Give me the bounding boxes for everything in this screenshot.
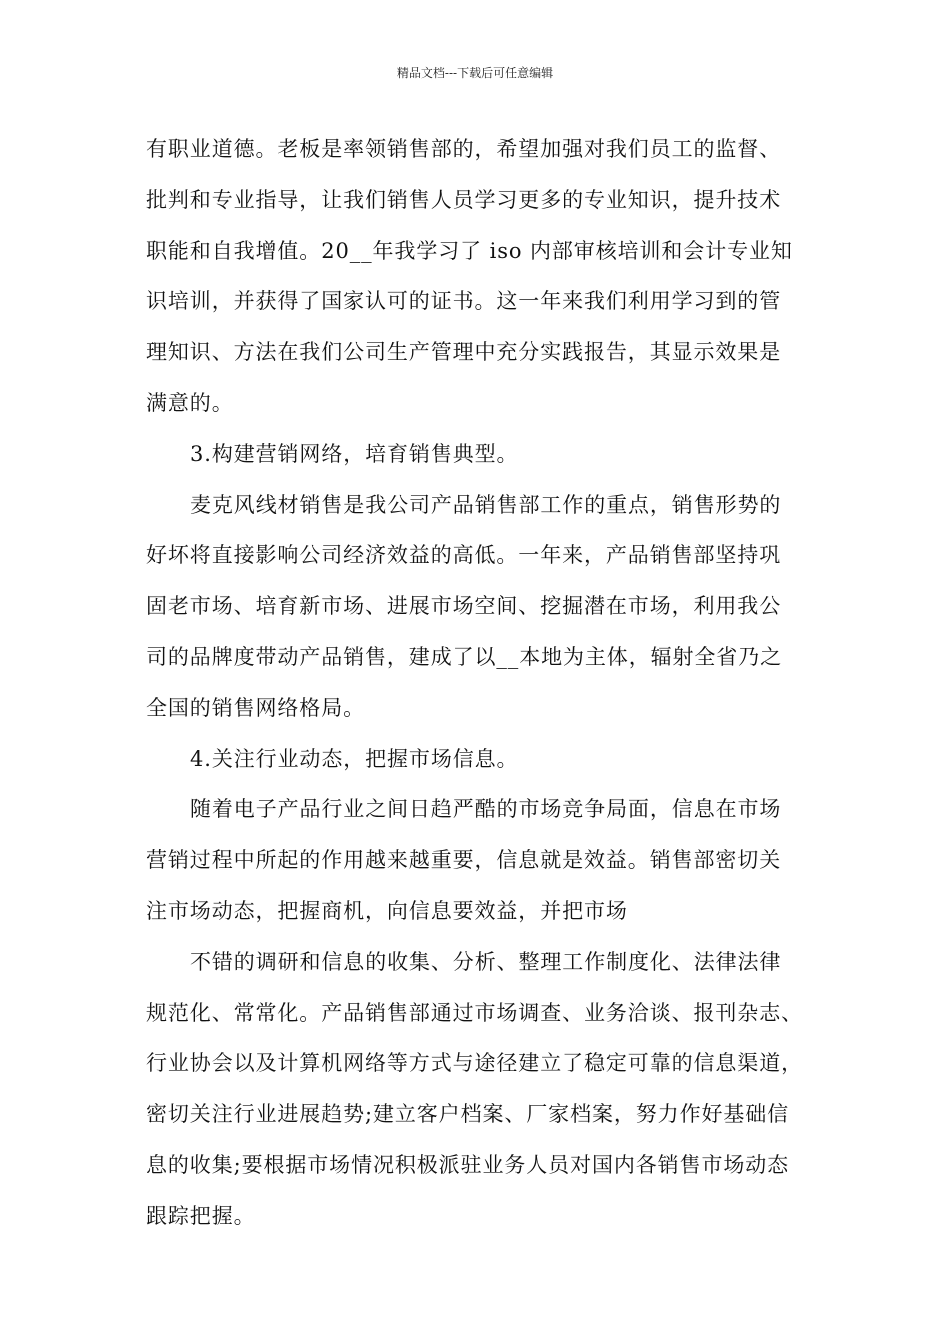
document-line: 识培训，并获得了国家认可的证书。这一年来我们利用学习到的管 — [146, 289, 782, 314]
document-line: 注市场动态，把握商机，向信息要效益，并把市场 — [146, 898, 628, 923]
document-line: 3.构建营销网络，培育销售典型。 — [190, 441, 519, 466]
document-line: 随着电子产品行业之间日趋严酷的市场竞争局面，信息在市场 — [190, 797, 782, 822]
document-line: 职能和自我增值。20__年我学习了 iso 内部审核培训和会计专业知 — [146, 238, 793, 263]
document-line: 固老市场、培育新市场、进展市场空间、挖掘潜在市场，利用我公 — [146, 594, 782, 619]
document-line: 全国的销售网络格局。 — [146, 695, 365, 720]
document-line: 规范化、常常化。产品销售部通过市场调查、业务洽谈、报刊杂志、 — [146, 1000, 803, 1025]
document-line: 息的收集;要根据市场情况积极派驻业务人员对国内各销售市场动态 — [146, 1152, 790, 1177]
document-line: 有职业道德。老板是率领销售部的，希望加强对我们员工的监督、 — [146, 137, 782, 161]
document-line: 麦克风线材销售是我公司产品销售部工作的重点，销售形势的 — [190, 492, 782, 517]
document-line: 好坏将直接影响公司经济效益的高低。一年来，产品销售部坚持巩 — [146, 543, 782, 568]
document-body — [146, 124, 810, 1242]
document-line: 理知识、方法在我们公司生产管理中充分实践报告，其显示效果是 — [146, 340, 782, 365]
document-line: 跟踪把握。 — [146, 1203, 256, 1228]
document-line: 密切关注行业进展趋势;建立客户档案、厂家档案，努力作好基础信 — [146, 1102, 790, 1127]
page-header: 精品文档---下载后可任意编辑 — [396, 66, 554, 80]
document-line: 批判和专业指导，让我们销售人员学习更多的专业知识，提升技术 — [146, 187, 782, 212]
document-line: 满意的。 — [146, 390, 234, 415]
document-line: 司的品牌度带动产品销售，建成了以__本地为主体，辐射全省乃之 — [146, 644, 782, 669]
document-line: 行业协会以及计算机网络等方式与途径建立了稳定可靠的信息渠道， — [146, 1051, 803, 1076]
document-line: 不错的调研和信息的收集、分析、整理工作制度化、法律法律 — [190, 949, 782, 974]
document-line: 4.关注行业动态，把握市场信息。 — [190, 746, 519, 771]
document-line: 营销过程中所起的作用越来越重要，信息就是效益。销售部密切关 — [146, 848, 782, 873]
